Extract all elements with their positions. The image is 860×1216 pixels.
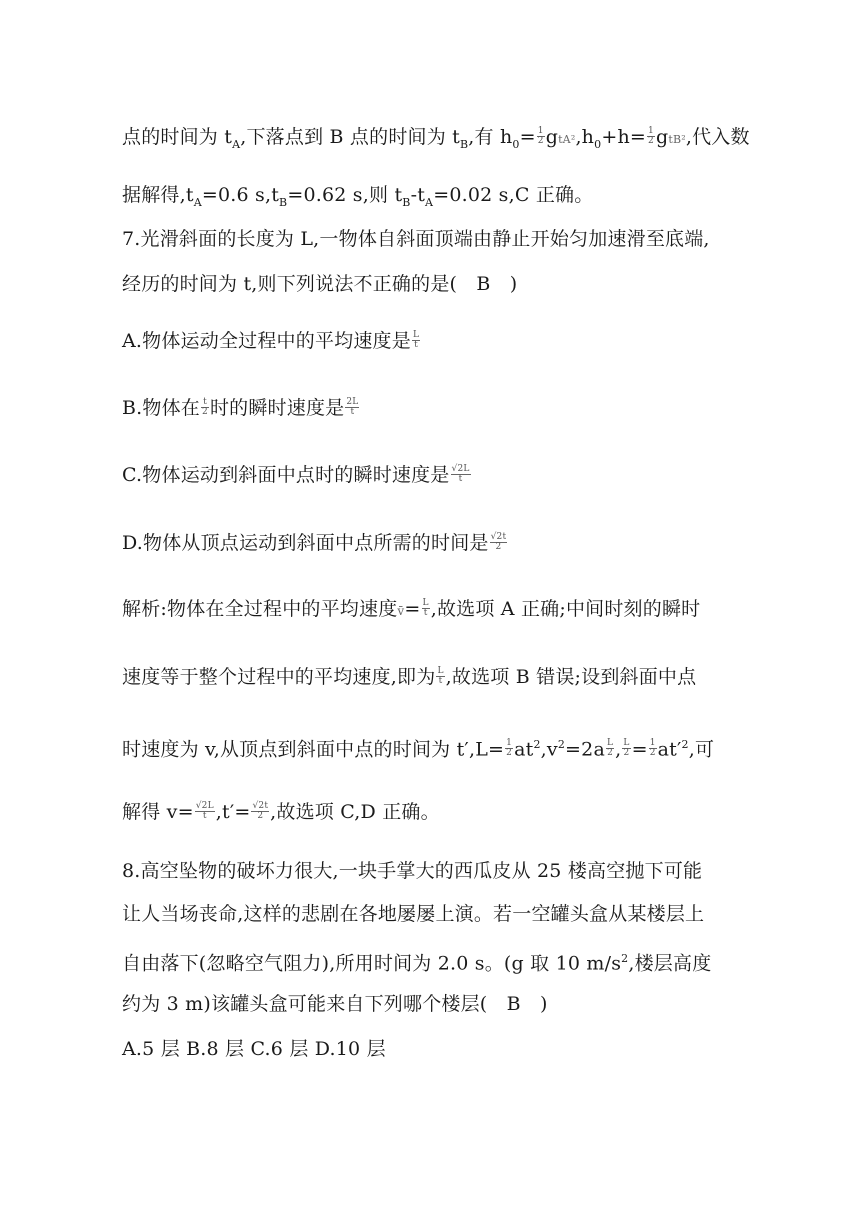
text: at′ [657, 738, 682, 761]
text: = [404, 598, 421, 620]
text-line-1 [122, 124, 750, 158]
question-7-stem-line-1: 7.光滑斜面的长度为 L,一物体自斜面顶端由静止开始匀加速滑至底端, [122, 228, 710, 250]
text: 解析:物体在全过程中的平均速度 [122, 598, 398, 620]
text: 点的时间为 t [122, 126, 233, 148]
subscript: B [279, 195, 288, 209]
fraction-2L-over-t: $\frac{2L}{t}$ [346, 396, 359, 417]
text: 自由落下(忽略空气阻力),所用时间为 2.0 s。(g 取 10 m/s [122, 952, 622, 975]
subscript: A [425, 195, 434, 209]
fraction-L-over-t: $\frac{L}{t}$ [412, 329, 420, 350]
text: ,故选项 A 正确;中间时刻的瞬时 [430, 598, 701, 620]
text: = [631, 738, 648, 761]
fraction-sqrt2L-over-t: $\frac{√2L}{t}$ [195, 800, 214, 821]
text: +h= [601, 126, 647, 148]
question-8-stem-line-1: 8.高空坠物的破坏力很大,一块手掌大的西瓜皮从 25 楼高空抛下可能 [122, 860, 703, 882]
question-7-stem-line-2: 经历的时间为 t,则下列说法不正确的是( B ) [122, 273, 518, 295]
text: ,有 h [468, 126, 513, 148]
question-8-stem-line-2: 让人当场丧命,这样的悲剧在各地屡屡上演。若一空罐头盒从某楼层上 [122, 903, 705, 925]
fraction-half: $\frac{1}{2}$ [649, 737, 656, 758]
analysis-line-3 [122, 732, 714, 762]
fraction-half: $\frac{1}{2}$ [648, 125, 654, 146]
fraction-sqrt2L-over-t: $\frac{√2L}{t}$ [451, 463, 470, 484]
text: A.物体运动全过程中的平均速度是 [122, 330, 411, 352]
text: =2a [565, 738, 605, 761]
option-b [122, 395, 360, 421]
text: D.物体从顶点运动到斜面中点所需的时间是 [122, 532, 489, 554]
analysis-line-1 [122, 596, 700, 624]
text: ,故选项 C,D 正确。 [270, 801, 440, 823]
text: ,可 [688, 738, 715, 761]
fraction-half: $\frac{1}{2}$ [537, 125, 544, 146]
question-8-stem-line-3 [122, 946, 711, 976]
option-a [122, 328, 421, 354]
text: =0.62 s,则 t [287, 184, 403, 206]
text: B.物体在 [122, 397, 201, 419]
text: ,故选项 B 错误;设到斜面中点 [445, 666, 697, 688]
fraction-sqrt2t-over-2: $\frac{√2t}{2}$ [490, 531, 507, 552]
text: 时速度为 v,从顶点到斜面中点的时间为 t′,L= [122, 738, 505, 761]
subscript: B [402, 195, 411, 209]
text: ,v [540, 738, 558, 761]
fraction-t-over-2: $\frac{t}{2}$ [202, 396, 208, 417]
text: 速度等于整个过程中的平均速度,即为 [122, 666, 436, 688]
subscript: 0 [594, 137, 602, 151]
superscript: 2 [533, 738, 541, 751]
subscript: A [232, 137, 241, 151]
fraction-L-over-2: $\frac{L}{2}$ [623, 737, 630, 758]
math-symbol: v̄ [397, 604, 405, 618]
text: 据解得,t [122, 184, 194, 206]
text: g [545, 126, 559, 148]
text: ,h [575, 126, 595, 148]
text: at [514, 738, 534, 761]
text: = [519, 126, 536, 148]
text: ,楼层高度 [628, 952, 712, 975]
text: ,t′= [215, 801, 251, 823]
text: g [655, 126, 669, 148]
subscript: 0 [512, 137, 520, 151]
fraction-half: $\frac{1}{2}$ [506, 737, 513, 758]
fraction-sqrt2t-over-2: $\frac{√2t}{2}$ [252, 800, 269, 821]
text: -t [410, 184, 426, 206]
option-c [122, 462, 472, 488]
fraction-L-over-t: $\frac{L}{t}$ [422, 597, 429, 618]
math-symbol: tA² [558, 133, 576, 146]
text: C.物体运动到斜面中点时的瞬时速度是 [122, 464, 450, 486]
subscript: A [193, 195, 202, 209]
superscript: 2 [621, 952, 629, 965]
math-symbol: tB² [668, 133, 686, 146]
text: , [615, 738, 622, 761]
option-d [122, 530, 508, 556]
analysis-line-4 [122, 799, 440, 825]
fraction-L-over-2: $\frac{L}{2}$ [606, 737, 614, 758]
text: =0.02 s,C 正确。 [433, 184, 594, 206]
subscript: B [460, 137, 469, 151]
fraction-L-over-t: $\frac{L}{t}$ [437, 665, 444, 686]
text-line-2 [122, 182, 593, 216]
question-8-options: A.5 层 B.8 层 C.6 层 D.10 层 [122, 1038, 386, 1060]
superscript: 2 [557, 738, 566, 751]
analysis-line-2 [122, 664, 696, 690]
text: =0.6 s,t [201, 184, 280, 206]
question-8-stem-line-4: 约为 3 m)该罐头盒可能来自下列哪个楼层( B ) [122, 993, 548, 1015]
text: 时的瞬时速度是 [209, 397, 345, 419]
text: ,代入数 [685, 126, 750, 148]
text: ,下落点到 B 点的时间为 t [240, 126, 460, 148]
superscript: 2 [681, 738, 689, 751]
text: 解得 v= [122, 801, 194, 823]
